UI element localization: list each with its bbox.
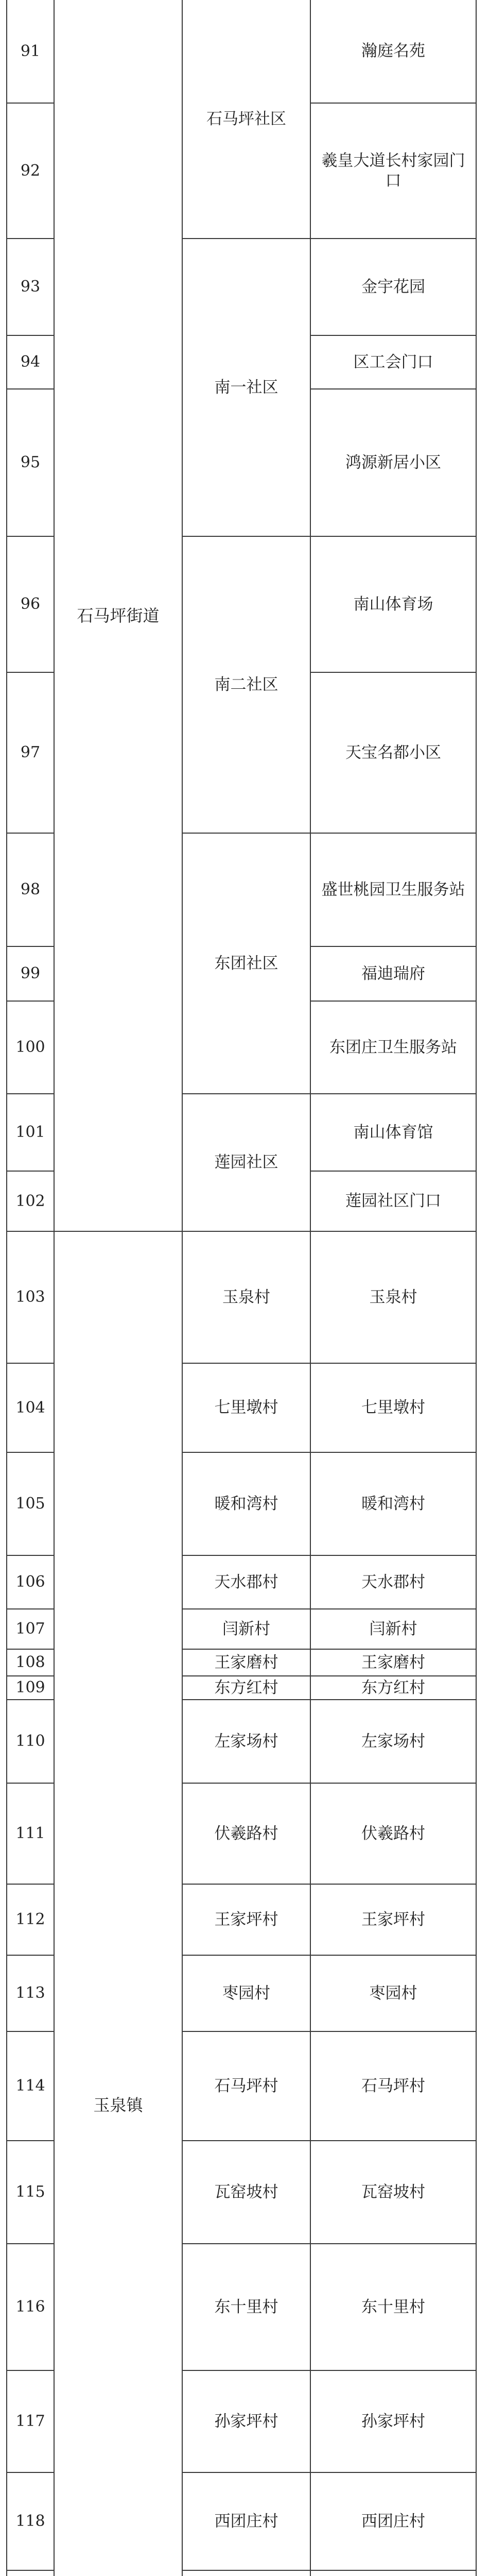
community-cell: 南一社区 xyxy=(182,239,310,536)
community-cell xyxy=(182,2570,310,2576)
row-number: 99 xyxy=(7,946,54,1001)
site-cell: 瓦窑坡村 xyxy=(310,2141,476,2244)
site-cell: 福迪瑞府 xyxy=(310,946,476,1001)
site-cell: 东方红村 xyxy=(310,1676,476,1700)
site-cell: 玉泉村 xyxy=(310,1231,476,1363)
site-cell: 瀚庭名苑 xyxy=(310,0,476,103)
site-cell: 东团庄卫生服务站 xyxy=(310,1001,476,1094)
site-cell: 金宇花园 xyxy=(310,239,476,335)
row-number: 96 xyxy=(7,536,54,672)
row-number: 98 xyxy=(7,833,54,946)
site-cell: 王家坪村 xyxy=(310,1884,476,1955)
site-cell: 暖和湾村 xyxy=(310,1452,476,1555)
site-cell: 南山体育馆 xyxy=(310,1094,476,1171)
table-row xyxy=(7,1231,476,1363)
site-cell: 左家场村 xyxy=(310,1700,476,1783)
community-cell: 王家磨村 xyxy=(182,1649,310,1676)
site-cell: 区工会门口 xyxy=(310,335,476,389)
community-cell: 枣园村 xyxy=(182,1955,310,2031)
community-cell: 孙家坪村 xyxy=(182,2370,310,2472)
community-cell: 石马坪社区 xyxy=(182,0,310,239)
community-cell: 莲园社区 xyxy=(182,1094,310,1231)
site-cell: 羲皇大道长村家园门口 xyxy=(310,103,476,239)
row-number: 107 xyxy=(7,1609,54,1649)
community-cell: 南二社区 xyxy=(182,536,310,833)
row-number: 94 xyxy=(7,335,54,389)
community-cell: 玉泉村 xyxy=(182,1231,310,1363)
row-number: 104 xyxy=(7,1363,54,1452)
row-number: 100 xyxy=(7,1001,54,1094)
site-cell: 东十里村 xyxy=(310,2244,476,2370)
row-number: 95 xyxy=(7,389,54,536)
row-number: 105 xyxy=(7,1452,54,1555)
site-cell: 闫新村 xyxy=(310,1609,476,1649)
site-cell: 王家磨村 xyxy=(310,1649,476,1676)
site-cell: 七里墩村 xyxy=(310,1363,476,1452)
community-cell: 暖和湾村 xyxy=(182,1452,310,1555)
row-number xyxy=(7,2570,54,2576)
community-cell: 西团庄村 xyxy=(182,2472,310,2570)
site-table xyxy=(6,0,476,2576)
site-cell: 南山体育场 xyxy=(310,536,476,672)
community-cell: 七里墩村 xyxy=(182,1363,310,1452)
community-cell: 左家场村 xyxy=(182,1700,310,1783)
row-number: 108 xyxy=(7,1649,54,1676)
community-cell: 王家坪村 xyxy=(182,1884,310,1955)
district-cell: 玉泉镇 xyxy=(54,1231,182,2576)
row-number: 111 xyxy=(7,1783,54,1884)
community-cell: 天水郡村 xyxy=(182,1555,310,1609)
site-cell: 伏羲路村 xyxy=(310,1783,476,1884)
community-cell: 东团社区 xyxy=(182,833,310,1094)
row-number: 112 xyxy=(7,1884,54,1955)
row-number: 117 xyxy=(7,2370,54,2472)
community-cell: 东十里村 xyxy=(182,2244,310,2370)
site-cell: 西团庄村 xyxy=(310,2472,476,2570)
site-cell: 孙家坪村 xyxy=(310,2370,476,2472)
site-cell: 盛世桃园卫生服务站 xyxy=(310,833,476,946)
site-cell: 石马坪村 xyxy=(310,2031,476,2141)
row-number: 113 xyxy=(7,1955,54,2031)
row-number: 92 xyxy=(7,103,54,239)
table-row xyxy=(7,0,476,103)
row-number: 110 xyxy=(7,1700,54,1783)
row-number: 97 xyxy=(7,672,54,833)
community-cell: 伏羲路村 xyxy=(182,1783,310,1884)
row-number: 116 xyxy=(7,2244,54,2370)
site-cell xyxy=(310,2570,476,2576)
community-cell: 石马坪村 xyxy=(182,2031,310,2141)
community-cell: 闫新村 xyxy=(182,1609,310,1649)
district-cell: 石马坪街道 xyxy=(54,0,182,1231)
row-number: 91 xyxy=(7,0,54,103)
row-number: 103 xyxy=(7,1231,54,1363)
site-cell: 枣园村 xyxy=(310,1955,476,2031)
row-number: 115 xyxy=(7,2141,54,2244)
site-cell: 天宝名都小区 xyxy=(310,672,476,833)
community-cell: 东方红村 xyxy=(182,1676,310,1700)
row-number: 102 xyxy=(7,1171,54,1231)
row-number: 93 xyxy=(7,239,54,335)
row-number: 109 xyxy=(7,1676,54,1700)
site-cell: 鸿源新居小区 xyxy=(310,389,476,536)
row-number: 114 xyxy=(7,2031,54,2141)
row-number: 101 xyxy=(7,1094,54,1171)
row-number: 106 xyxy=(7,1555,54,1609)
community-cell: 瓦窑坡村 xyxy=(182,2141,310,2244)
row-number: 118 xyxy=(7,2472,54,2570)
site-cell: 莲园社区门口 xyxy=(310,1171,476,1231)
site-cell: 天水郡村 xyxy=(310,1555,476,1609)
